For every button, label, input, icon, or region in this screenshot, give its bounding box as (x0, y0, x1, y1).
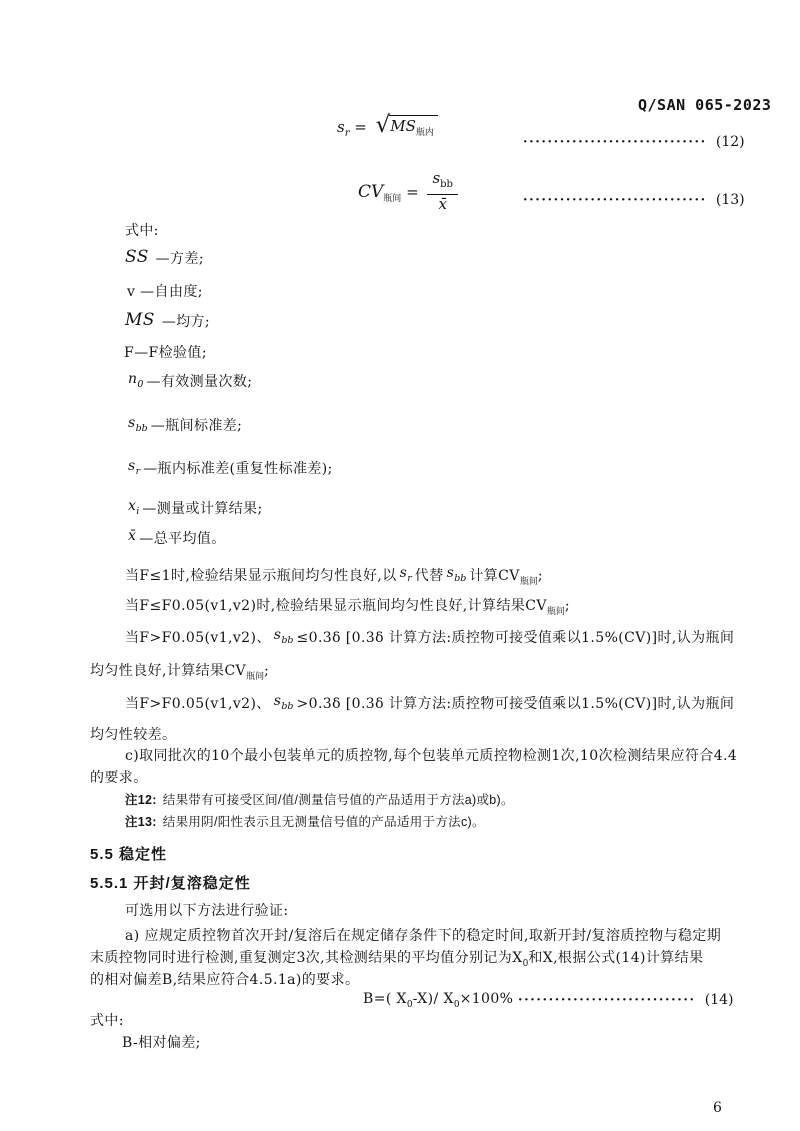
dot-leader: ····························· (518, 993, 696, 1008)
paragraph-line: 当F>F0.05(v1,v2)、 $s_{bb} \le 0.3\delta$ [0.3δ 计算方法:质控物可接受值乘以1.5%(CV)]时,认为瓶间 (125, 627, 735, 646)
note-13 (125, 812, 485, 830)
fraction-numerator (427, 170, 458, 195)
note-12-text: 结果带有可接受区间/值/测量信号值的产品适用于方法a)或b)。 (162, 793, 514, 807)
paragraph-line: 当F≤F0.05(v1,v2)时,检验结果显示瓶间均匀性良好,计算结果$CV_{瓶间}$; (125, 598, 570, 617)
heading-5-5-1: 5.5.1 开封/复溶稳定性 (90, 875, 251, 892)
definition-f: F—F检验值; (124, 345, 207, 361)
paragraph-line: 均匀性良好,计算结果$CV_{瓶间}$; (90, 663, 270, 682)
definition-ss: SS —方差; (125, 247, 204, 267)
formula-13-lhs: CV (358, 182, 384, 202)
standard-number-header: Q/SAN 065-2023 (638, 96, 772, 114)
paragraph-line: a) 应规定质控物首次开封/复溶后在规定储存条件下的稳定时间,取新开封/复溶质控物与稳定期 (125, 928, 722, 944)
note-12-label: 注12: (125, 793, 157, 807)
equals-sign: = (406, 183, 419, 201)
equation-number-12: (12) (715, 134, 745, 150)
formula-13-leader (523, 189, 745, 208)
dot-leader: ······························ (523, 193, 707, 208)
definition-b: B-相对偏差; (122, 1035, 201, 1051)
radical-sign-icon: √ (375, 112, 391, 138)
dot-leader: ······························ (523, 135, 707, 150)
formula-13-lhs-sub: 瓶间 (383, 194, 402, 204)
where-clause-bottom: 式中: (90, 1013, 124, 1029)
equals-sign: = (354, 118, 367, 136)
note-13-label: 注13: (125, 815, 157, 829)
definition-xbar: x̄ —总平均值。 (128, 528, 226, 547)
note-12 (125, 790, 514, 808)
numerator-base: s (432, 169, 441, 187)
heading-5-5: 5.5 稳定性 (90, 846, 168, 863)
paragraph-line: 均匀性较差。 (90, 727, 177, 743)
definition-ms: MS —均方; (125, 310, 211, 330)
fraction-denominator: x̄ (438, 195, 447, 213)
definition-xi: $x_i$ —测量或计算结果; (128, 498, 263, 517)
fraction (427, 170, 458, 212)
definition-v: v —自由度; (127, 284, 203, 300)
square-root (375, 112, 438, 142)
definition-sbb: $s_{bb}$ —瓶间标准差; (128, 415, 243, 434)
paragraph-line: 当F≤1时,检验结果显示瓶间均匀性良好,以 $s_r$ 代替 $s_{bb}$ 计算$CV_{瓶间}$; (125, 565, 543, 587)
paragraph-line: c)取同批次的10个最小包装单元的质控物,每个包装单元质控物检测1次,10次检测结果应符合4.4 (125, 748, 738, 764)
radicand (389, 115, 438, 142)
formula-14: B=( $X_0-X)/$ $X_0\times 100\%$ (363, 991, 514, 1010)
formula-14-leader (518, 989, 734, 1008)
where-clause-top: 式中: (125, 223, 159, 239)
paragraph-line: 末质控物同时进行检测,重复测定3次,其检测结果的平均值分别记为$X_0$和X,根据公式(14)计算结果 (90, 950, 704, 969)
radicand-base: MS (390, 117, 416, 135)
formula-12 (337, 112, 438, 142)
paragraph-line: 可选用以下方法进行验证: (125, 903, 289, 919)
paragraph-line: 的相对偏差B,结果应符合4.5.1a)的要求。 (90, 972, 360, 988)
page-number: 6 (713, 1100, 722, 1116)
equation-number-14: (14) (704, 992, 734, 1008)
equation-number-13: (13) (715, 192, 745, 208)
formula-12-lhs: s (337, 118, 345, 136)
definition-n0: $n_0$ —有效测量次数; (128, 371, 253, 390)
radicand-sub: 瓶内 (415, 128, 434, 138)
paragraph-line: 当F>F0.05(v1,v2)、 $s_{bb} >0.3\delta$ [0.3δ 计算方法:质控物可接受值乘以1.5%(CV)]时,认为瓶间 (125, 693, 735, 712)
paragraph-line: 的要求。 (90, 770, 148, 786)
note-13-text: 结果用阴/阳性表示且无测量信号值的产品适用于方法c)。 (162, 815, 485, 829)
numerator-sub: bb (440, 179, 453, 190)
definition-sr: $s_r$ —瓶内标准差(重复性标准差); (128, 458, 333, 477)
formula-12-leader (523, 131, 745, 150)
formula-12-lhs-sub: r (344, 128, 350, 139)
formula-13 (358, 170, 460, 216)
